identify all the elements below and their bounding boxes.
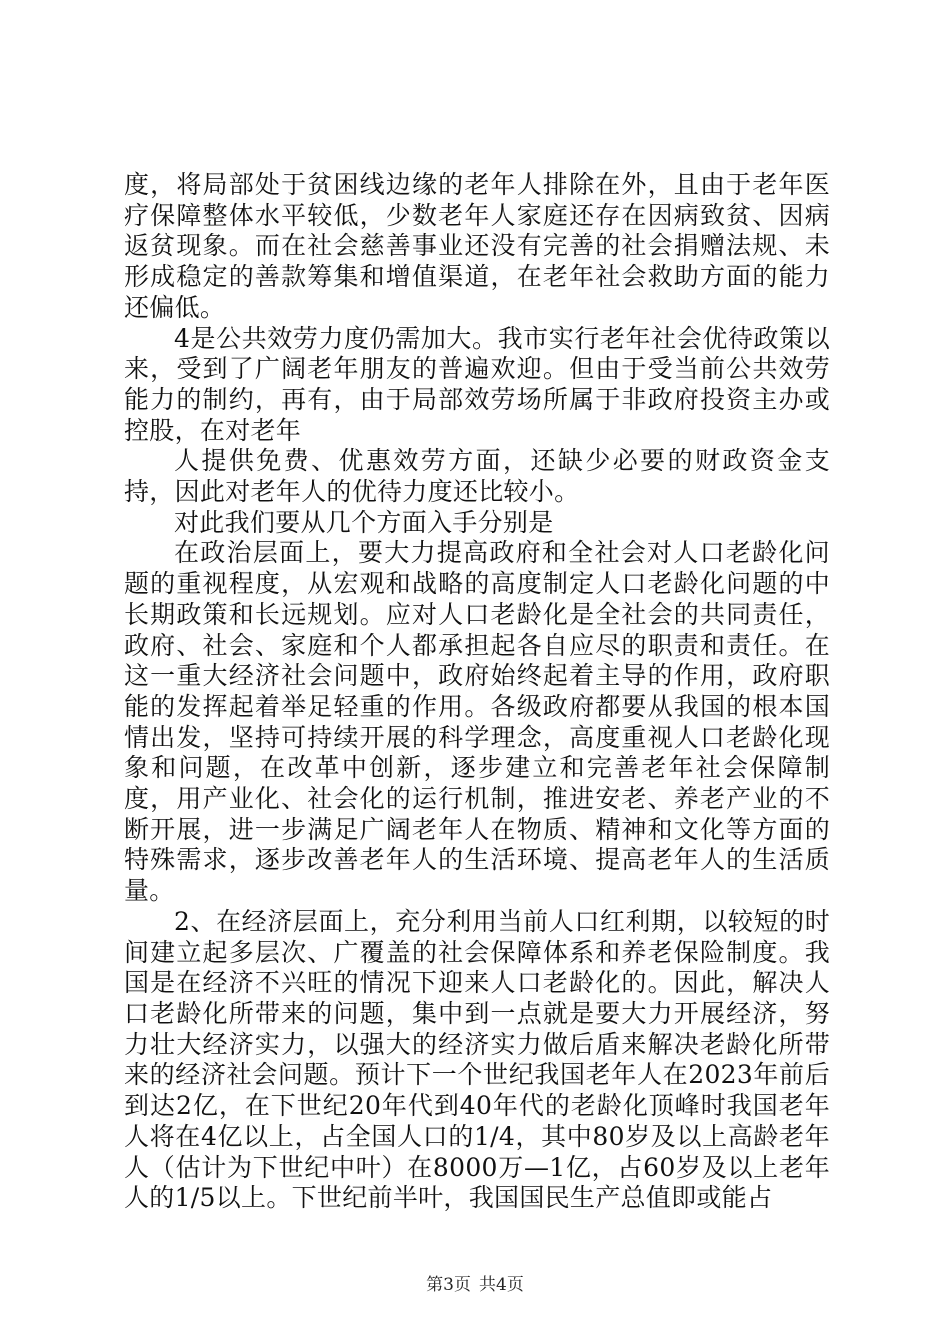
paragraph-1: 度，将局部处于贫困线边缘的老年人排除在外，且由于老年医疗保障整体水平较低，少数老年人家庭还存在因病致贫、因病返贫现象。而在社会慈善事业还没有完善的社会捐赠法规、未形成稳定的善款筹集和增值渠道，在老年社会救助方面的能力还偏低。 — [124, 170, 830, 322]
page-number: 第3页 — [426, 1275, 471, 1295]
page-total: 共4页 — [479, 1275, 524, 1295]
paragraph-3: 人提供免费、优惠效劳方面，还缺少必要的财政资金支持，因此对老年人的优待力度还比较小。 — [124, 446, 830, 507]
paragraph-4: 对此我们要从几个方面入手分别是 — [174, 507, 554, 537]
paragraph-5: 在政治层面上，要大力提高政府和全社会对人口老龄化问题的重视程度，从宏观和战略的高度制定人口老龄化问题的中长期政策和长远规划。应对人口老龄化是全社会的共同责任，政府、社会、家庭和个人都承担起各自应尽的职责和责任。在这一重大经济社会问题中，政府始终起着主导的作用，政府职能的发挥起着举足轻重的作用。各级政府都要从我国的根本国情出发，坚持可持续开展的科学理念，高度重视人口老龄化现象和问题，在改革中创新，逐步建立和完善老年社会保障制度，用产业化、社会化的运行机制，推进安老、养老产业的不断开展，进一步满足广阔老年人在物质、精神和文化等方面的特殊需求，逐步改善老年人的生活环境、提高老年人的生活质量。 — [124, 538, 830, 906]
page-footer — [0, 1274, 950, 1296]
paragraph-6: 2、在经济层面上，充分利用当前人口红利期，以较短的时间建立起多层次、广覆盖的社会保障体系和养老保险制度。我国是在经济不兴旺的情况下迎来人口老龄化的。因此，解决人口老龄化所带来的问题，集中到一点就是要大力开展经济，努力壮大经济实力，以强大的经济实力做后盾来解决老龄化所带来的经济社会问题。预计下一个世纪我国老年人在2023年前后到达2亿，在下世纪20年代到40年代的老龄化顶峰时我国老年人将在4亿以上，占全国人口的1/4，其中80岁及以上高龄老年人（估计为下世纪中叶）在8000万—1亿，占60岁及以上老年人的1/5以上。下世纪前半叶，我国国民生产总值即或能占 — [124, 906, 830, 1213]
document-body — [124, 170, 830, 1214]
paragraph-2: 4是公共效劳力度仍需加大。我市实行老年社会优待政策以来，受到了广阔老年朋友的普遍欢迎。但由于受当前公共效劳能力的制约，再有，由于局部效劳场所属于非政府投资主办或控股，在对老年 — [124, 323, 830, 445]
